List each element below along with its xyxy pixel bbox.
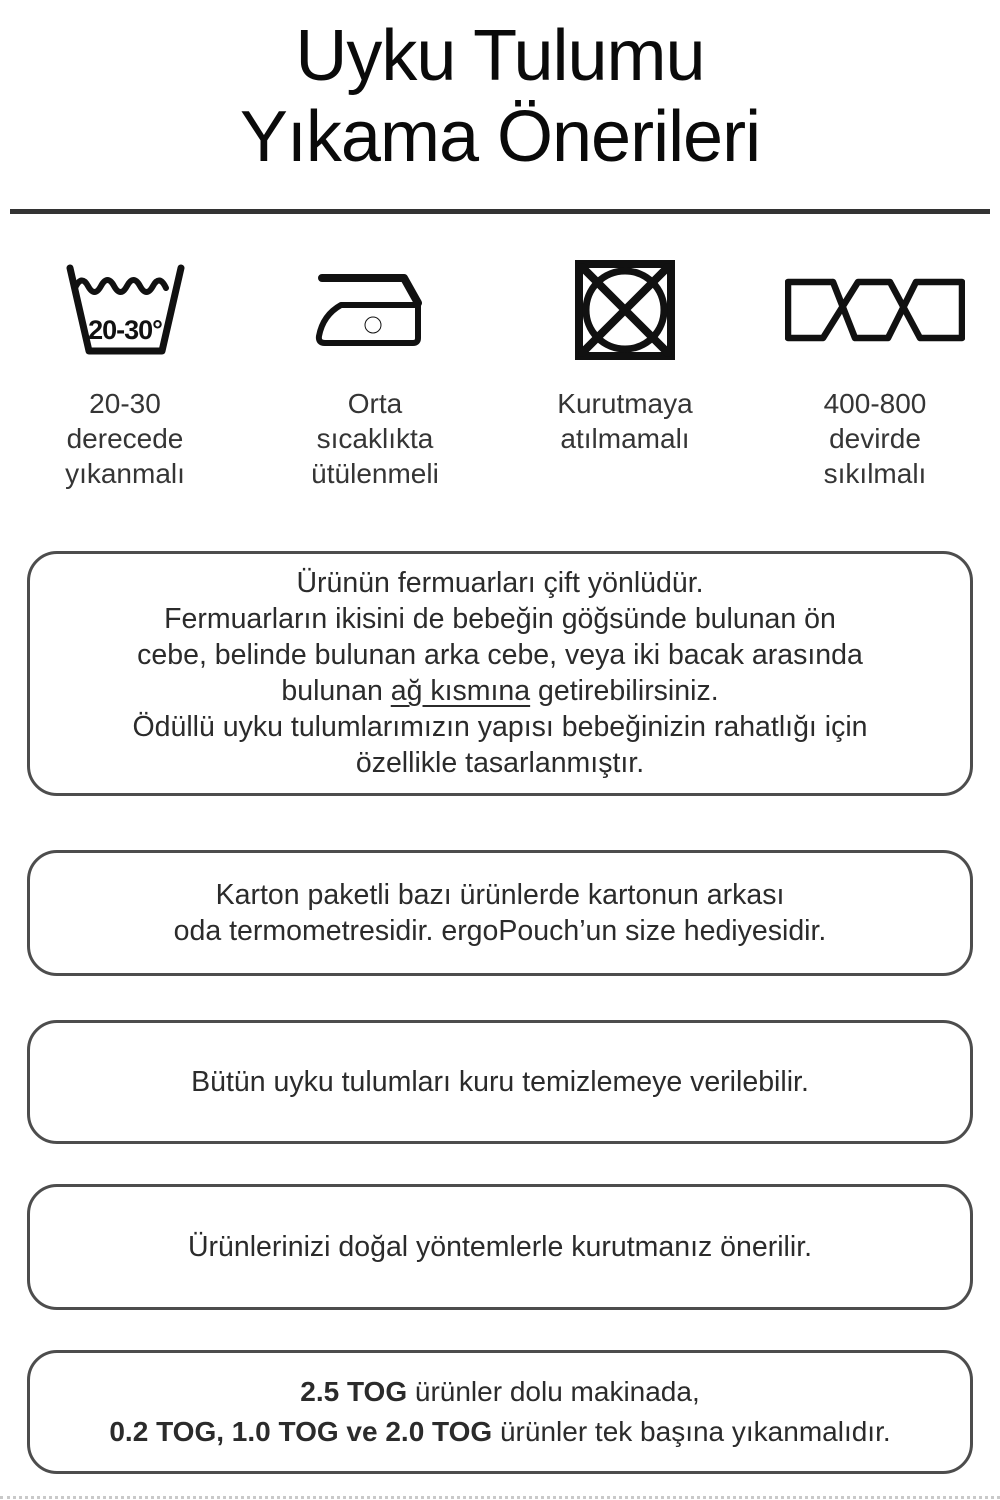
natural-dry-info-line-1: Ürünlerinizi doğal yöntemlerle kurutmanız önerilir. xyxy=(187,1230,813,1263)
wash-temp-badge: 20-30° xyxy=(87,315,162,346)
zipper-info-line-5: Ödüllü uyku tulumlarımızın yapısı bebeğinizin rahatlığı için xyxy=(132,711,868,744)
care-symbol-iron xyxy=(250,258,500,491)
zipper-info-line-2: Fermuarların ikisini de bebeğin göğsünde bulunan ön xyxy=(164,603,836,636)
dry-clean-info-box xyxy=(27,1020,973,1144)
natural-dry-info-box xyxy=(27,1184,973,1310)
zipper-info-line-4 xyxy=(30,673,970,709)
title-line-2: Yıkama Önerileri xyxy=(239,97,761,178)
iron-icon-label xyxy=(311,386,439,491)
wring-icon-holder xyxy=(785,258,965,362)
wash-tub-20-30-icon xyxy=(63,262,188,357)
label-line: yıkanmalı xyxy=(65,457,185,489)
text-segment: ürünler tek başına yıkanmalıdır. xyxy=(492,1415,891,1447)
thermometer-info-line-2: oda termometresidir. ergoPouch’un size hediyesidir. xyxy=(173,914,827,947)
label-line: sıcaklıkta xyxy=(316,422,434,454)
care-symbols-row xyxy=(0,258,1000,491)
tog-wash-info-box xyxy=(27,1350,973,1474)
label-line: devirde xyxy=(829,422,921,454)
text-segment: bulunan xyxy=(281,675,391,708)
thermometer-info-line-1: Karton paketli bazı ürünlerde kartonun arkası xyxy=(215,878,785,911)
label-line: atılmamalı xyxy=(560,422,690,454)
wring-icon-label xyxy=(824,386,927,491)
label-line: Kurutmaya xyxy=(557,387,693,419)
bottom-dotted-divider xyxy=(0,1496,1000,1499)
text-segment: getirebilirsiniz. xyxy=(530,675,719,708)
tog-info-line-2 xyxy=(30,1412,970,1452)
label-line: 400-800 xyxy=(823,387,927,419)
label-line: ütülenmeli xyxy=(311,457,439,489)
title-divider xyxy=(10,209,990,214)
care-symbol-no-tumble-dry xyxy=(500,258,750,456)
underlined-text-segment: ağ kısmına xyxy=(390,675,531,708)
care-symbol-wring xyxy=(750,258,1000,491)
page-title xyxy=(0,0,1000,179)
wring-spin-icon xyxy=(785,278,965,342)
no-tumble-dry-icon xyxy=(575,259,675,361)
zipper-info-line-1: Ürünün fermuarları çift yönlüdür. xyxy=(296,567,704,600)
iron-icon-holder xyxy=(313,258,437,362)
iron-medium-heat-icon xyxy=(313,268,437,351)
label-line: sıkılmalı xyxy=(823,457,927,489)
tog-info-line-1 xyxy=(30,1372,970,1412)
label-line: 20-30 xyxy=(89,387,161,419)
zipper-info-line-3: cebe, belinde bulunan arka cebe, veya iki bacak arasında xyxy=(137,639,863,672)
thermometer-info-box xyxy=(27,850,973,976)
zipper-info-line-6: özellikle tasarlanmıştır. xyxy=(355,747,645,780)
bold-text-segment: 2.5 TOG xyxy=(300,1375,408,1407)
bold-text-segment: 0.2 TOG, 1.0 TOG ve 2.0 TOG xyxy=(109,1415,493,1447)
care-symbol-wash xyxy=(0,258,250,491)
dry-clean-info-line-1: Bütün uyku tulumları kuru temizlemeye verilebilir. xyxy=(191,1065,809,1098)
wash-icon-label xyxy=(65,386,185,491)
zipper-info-box xyxy=(27,551,973,796)
no-tumble-icon-label xyxy=(557,386,692,456)
label-line: Orta xyxy=(347,387,403,419)
text-segment: ürünler dolu makinada, xyxy=(407,1375,700,1407)
wash-icon-holder xyxy=(63,258,188,362)
label-line: derecede xyxy=(66,422,184,454)
no-tumble-icon-holder xyxy=(575,258,675,362)
title-line-1: Uyku Tulumu xyxy=(295,16,705,96)
